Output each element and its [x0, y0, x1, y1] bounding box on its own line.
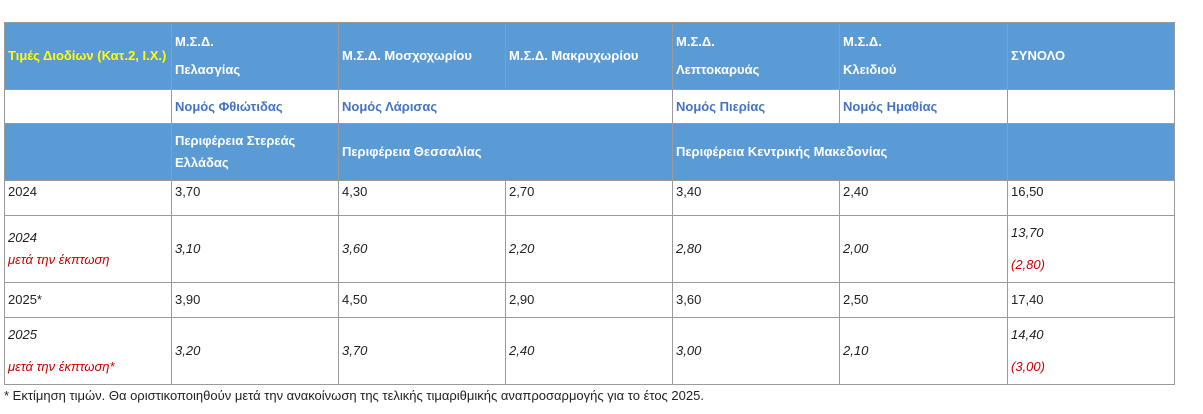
header-moschochori: Μ.Σ.Δ. Μοσχοχωρίου [339, 23, 506, 90]
toll-prices-table [4, 22, 1175, 385]
footnote: * Εκτίμηση τιμών. Θα οριστικοποιηθούν μετά την ανακοίνωση της τελικής τιμαριθμικής αναπροσαρμογής για το έτος 2025. [4, 388, 704, 403]
row-label: 2025 μετά την έκπτωση* [5, 318, 172, 385]
header-kleidi: Μ.Σ.Δ. Κλειδιού [840, 23, 1008, 90]
cell-value: 3,20 [172, 318, 339, 385]
region-empty [5, 124, 172, 181]
header-total: ΣΥΝΟΛΟ [1008, 23, 1175, 90]
row-label: 2024 μετά την έκπτωση [5, 216, 172, 283]
cell-value: 3,60 [339, 216, 506, 283]
cell-value: 3,70 [339, 318, 506, 385]
table-row [5, 283, 1175, 318]
cell-value: 2,90 [506, 283, 673, 318]
prefecture-pieria: Νομός Πιερίας [673, 90, 840, 124]
table-title: Τιμές Διοδίων (Κατ.2, Ι.Χ.) [5, 23, 172, 90]
prefecture-imathia: Νομός Ημαθίας [840, 90, 1008, 124]
table-row [5, 216, 1175, 283]
cell-value: 2,50 [840, 283, 1008, 318]
cell-total: 13,70 (2,80) [1008, 216, 1175, 283]
prefecture-empty [5, 90, 172, 124]
region-sterea: Περιφέρεια Στερεάς Ελλάδας [172, 124, 339, 181]
cell-value: 3,70 [172, 181, 339, 216]
cell-value: 4,50 [339, 283, 506, 318]
header-row [5, 23, 1175, 90]
cell-value: 2,40 [840, 181, 1008, 216]
header-leptokarya: Μ.Σ.Δ. Λεπτοκαρυάς [673, 23, 840, 90]
region-kentriki-makedonia: Περιφέρεια Κεντρικής Μακεδονίας [673, 124, 1008, 181]
cell-value: 2,80 [673, 216, 840, 283]
cell-value: 2,70 [506, 181, 673, 216]
table-row [5, 181, 1175, 216]
cell-value: 2,20 [506, 216, 673, 283]
cell-value: 3,40 [673, 181, 840, 216]
prefecture-fthiotida: Νομός Φθιώτιδας [172, 90, 339, 124]
cell-value: 2,40 [506, 318, 673, 385]
row-label: 2025* [5, 283, 172, 318]
cell-total: 16,50 [1008, 181, 1175, 216]
cell-value: 3,90 [172, 283, 339, 318]
cell-total: 14,40 (3,00) [1008, 318, 1175, 385]
header-pelasgia: Μ.Σ.Δ. Πελασγίας [172, 23, 339, 90]
table-row [5, 318, 1175, 385]
cell-value: 2,10 [840, 318, 1008, 385]
prefecture-empty-total [1008, 90, 1175, 124]
cell-value: 3,60 [673, 283, 840, 318]
cell-value: 4,30 [339, 181, 506, 216]
cell-value: 2,00 [840, 216, 1008, 283]
row-label: 2024 [5, 181, 172, 216]
cell-value: 3,10 [172, 216, 339, 283]
region-row [5, 124, 1175, 181]
cell-total: 17,40 [1008, 283, 1175, 318]
prefecture-row [5, 90, 1175, 124]
region-thessalia: Περιφέρεια Θεσσαλίας [339, 124, 673, 181]
prefecture-larisa: Νομός Λάρισας [339, 90, 673, 124]
region-empty-total [1008, 124, 1175, 181]
cell-value: 3,00 [673, 318, 840, 385]
header-makrychori: Μ.Σ.Δ. Μακρυχωρίου [506, 23, 673, 90]
